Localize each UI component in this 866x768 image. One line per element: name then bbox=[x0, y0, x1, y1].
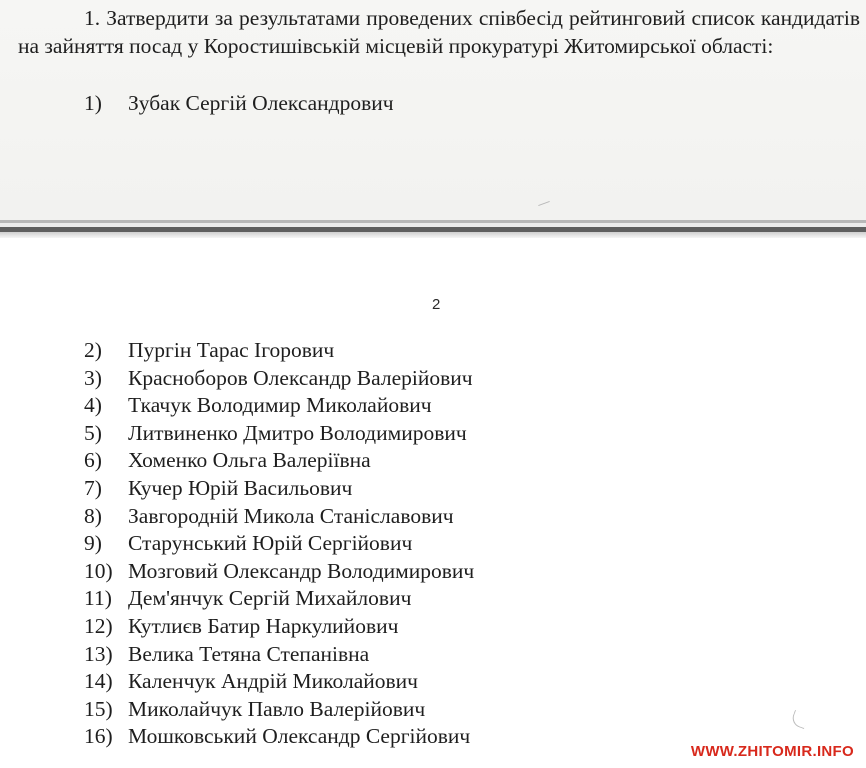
list-item bbox=[84, 585, 474, 613]
list-item-name: Дем'янчук Сергій Михайлович bbox=[128, 586, 412, 611]
list-item bbox=[84, 503, 474, 531]
list-item bbox=[84, 420, 474, 448]
site-watermark: WWW.ZHITOMIR.INFO bbox=[690, 743, 854, 760]
list-item bbox=[84, 668, 474, 696]
document-page-2 bbox=[0, 238, 866, 768]
list-item-number: 1) bbox=[84, 91, 102, 115]
decision-paragraph-text: 1. Затвердити за результатами проведених співбесід рейтинговий список кандидатів на зайняття посад у Коростишівській місцевій прокуратурі Житомирської області: bbox=[18, 6, 860, 58]
list-item-name: Кучер Юрій Васильович bbox=[128, 475, 353, 500]
list-item-number: 9) bbox=[84, 531, 102, 556]
list-item bbox=[84, 696, 474, 724]
list-item-number: 13) bbox=[84, 641, 113, 666]
list-item-number: 8) bbox=[84, 503, 102, 528]
list-item-name: Старунський Юрій Сергійович bbox=[128, 531, 413, 556]
list-item-name: Мошковський Олександр Сергійович bbox=[128, 724, 471, 749]
list-item bbox=[84, 475, 474, 503]
list-item-number: 7) bbox=[84, 475, 102, 500]
list-item-name: Хоменко Ольга Валеріївна bbox=[128, 448, 371, 473]
list-item bbox=[84, 613, 474, 641]
list-item bbox=[84, 365, 474, 393]
list-item-number: 14) bbox=[84, 669, 113, 694]
list-item bbox=[84, 447, 474, 475]
list-item-name: Завгородній Микола Станіславович bbox=[128, 503, 454, 528]
list-item-number: 10) bbox=[84, 558, 113, 583]
list-item-number: 11) bbox=[84, 586, 112, 611]
list-item-name: Велика Тетяна Степанівна bbox=[128, 641, 370, 666]
list-item bbox=[84, 337, 474, 365]
page-number: 2 bbox=[432, 296, 441, 313]
list-item-name: Ткачук Володимир Миколайович bbox=[128, 393, 432, 418]
list-item bbox=[84, 530, 474, 558]
list-item-number: 16) bbox=[84, 724, 113, 749]
list-item-name: Каленчук Андрій Миколайович bbox=[128, 669, 418, 694]
list-item-name: Миколайчук Павло Валерійович bbox=[128, 696, 426, 721]
list-item-name: Мозговий Олександр Володимирович bbox=[128, 558, 475, 583]
candidate-list bbox=[84, 337, 474, 751]
list-item bbox=[84, 392, 474, 420]
decision-paragraph bbox=[18, 4, 860, 60]
document-page-1 bbox=[0, 0, 866, 220]
list-item-name: Зубак Сергій Олександрович bbox=[128, 91, 394, 115]
list-item-number: 4) bbox=[84, 393, 102, 418]
list-item-number: 5) bbox=[84, 420, 102, 445]
list-item-number: 2) bbox=[84, 338, 102, 362]
list-item bbox=[84, 723, 474, 751]
pen-mark bbox=[538, 201, 550, 206]
list-item-name: Красноборов Олександр Валерійович bbox=[128, 365, 473, 390]
list-item-number: 3) bbox=[84, 365, 102, 390]
list-item-name: Кутлиєв Батир Наркулийович bbox=[128, 613, 399, 638]
list-item-number: 6) bbox=[84, 448, 102, 473]
list-item-name: Литвиненко Дмитро Володимирович bbox=[128, 420, 467, 445]
list-item bbox=[84, 89, 394, 117]
list-item bbox=[84, 558, 474, 586]
list-item-number: 12) bbox=[84, 613, 113, 638]
list-item-number: 15) bbox=[84, 696, 113, 721]
list-item-name: Пургін Тарас Ігорович bbox=[128, 338, 335, 362]
list-item bbox=[84, 641, 474, 669]
